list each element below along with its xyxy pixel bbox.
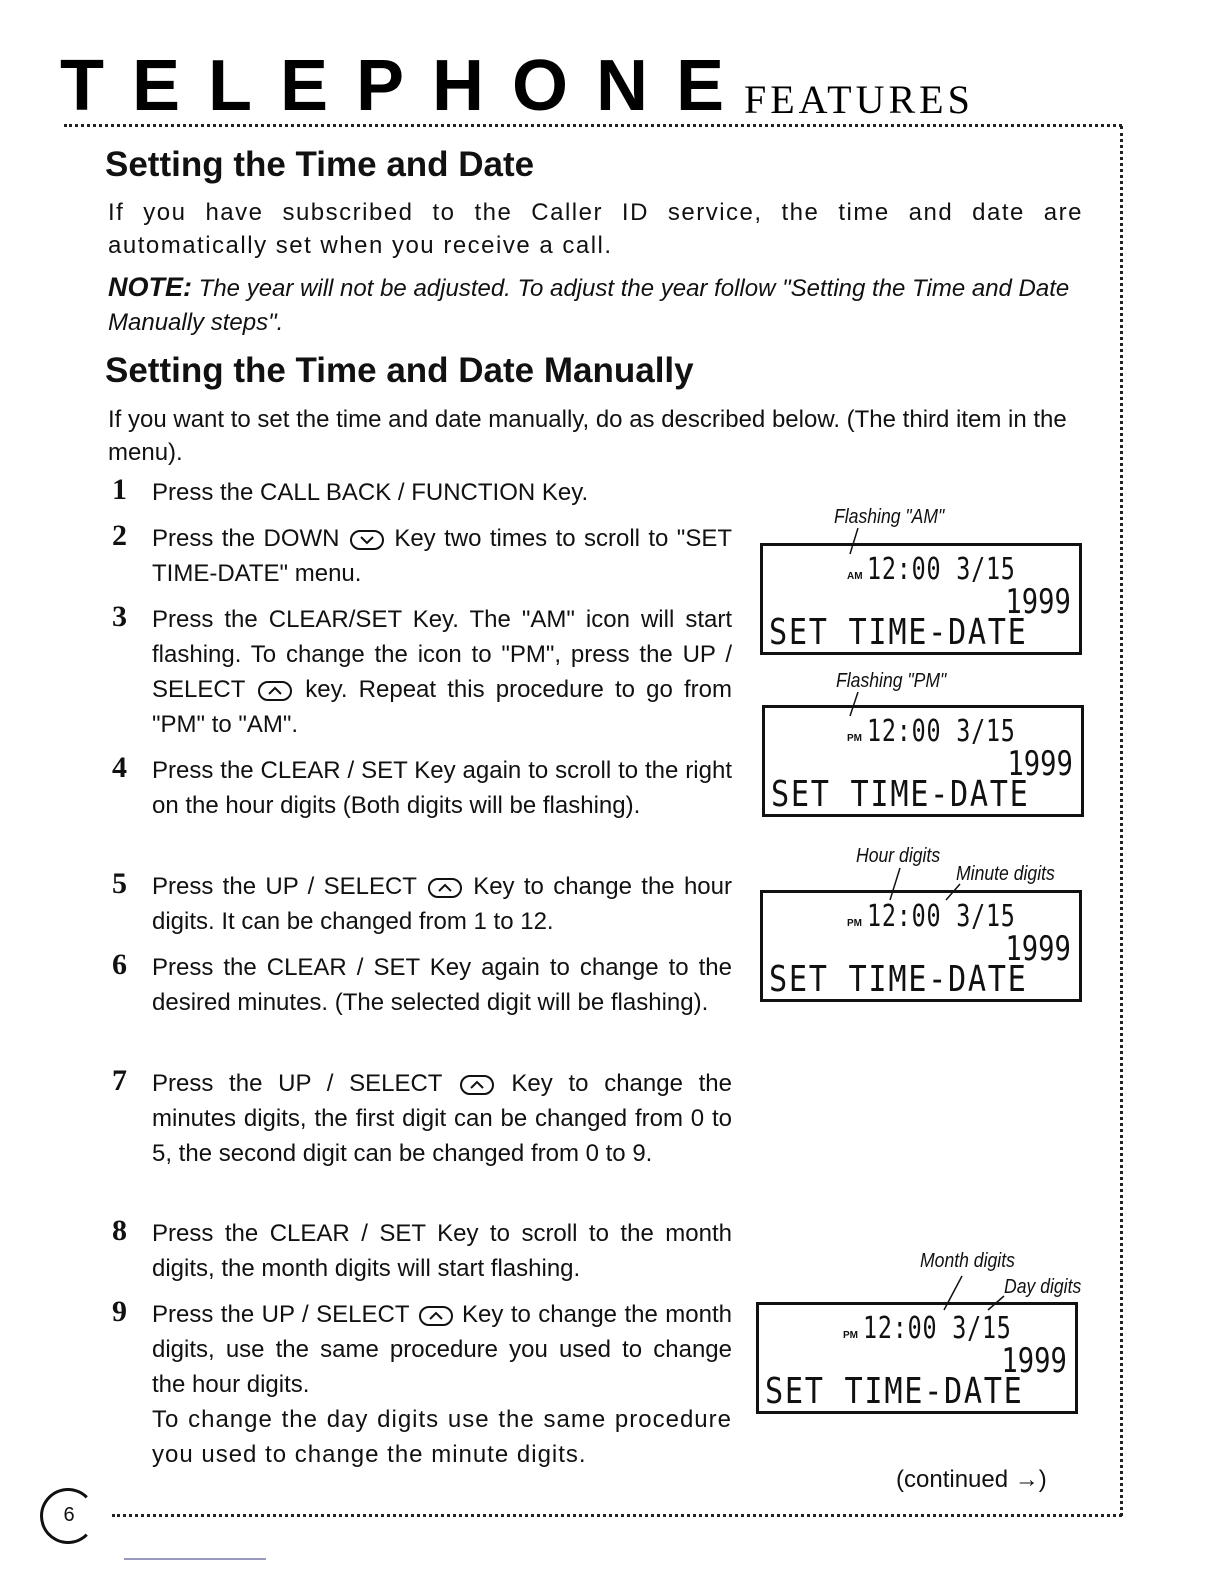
step-number: 4 (112, 751, 127, 784)
step-number: 9 (112, 1295, 127, 1328)
down-key-icon (350, 530, 384, 550)
lcd-message: SET TIME-DATE (769, 959, 1028, 1000)
section-heading-manual: Setting the Time and Date Manually (105, 351, 694, 390)
ampm-indicator: AM (847, 571, 863, 582)
lcd-year: 1999 (1001, 1341, 1067, 1381)
up-key-icon (258, 681, 292, 701)
right-divider (1120, 126, 1123, 1516)
display-caption-day: Day digits (1004, 1276, 1082, 1298)
step-text: Press the UP / SELECT (152, 1070, 443, 1097)
step-text-cont: Key two times to scroll to "SET TIME-DATE" menu. (152, 525, 732, 587)
step-number: 2 (112, 519, 127, 552)
lcd-display-pm (762, 705, 1084, 817)
lcd-display-hour-minute (760, 890, 1082, 1002)
ampm-indicator: PM (843, 1330, 858, 1341)
section-heading-time-date: Setting the Time and Date (105, 145, 535, 184)
step-number: 6 (112, 948, 127, 981)
lcd-year: 1999 (1005, 582, 1071, 622)
lcd-message: SET TIME-DATE (771, 774, 1030, 815)
lcd-time-date: 12:00 3/15 (867, 714, 1016, 749)
note-text: The year will not be adjusted. To adjust the year follow "Setting the Time and Date Manually steps". (108, 275, 1070, 336)
step-text: Press the CLEAR / SET Key again to scroll to the right on the hour digits (Both digits will be flashing). (152, 757, 732, 819)
top-divider (64, 124, 1122, 127)
step-text-cont: Key to change the minutes digits, the first digit can be changed from 0 to 5, the second digit can be changed from 0 to 9. (152, 1070, 732, 1167)
section-body-manual: If you want to set the time and date manually, do as described below. (The third item in the menu). (108, 406, 1067, 466)
note-label: NOTE: (108, 272, 192, 302)
lcd-time-date: 12:00 3/15 (867, 899, 1016, 934)
step-3 (112, 602, 732, 742)
step-text: Press the UP / SELECT (152, 1301, 410, 1328)
step-number: 8 (112, 1214, 127, 1247)
display-caption: Flashing "PM" (836, 670, 947, 692)
bottom-divider (112, 1514, 1122, 1517)
display-caption-month: Month digits (920, 1250, 1015, 1272)
step-9 (112, 1297, 732, 1472)
lcd-message: SET TIME-DATE (765, 1371, 1024, 1412)
step-text: Press the CALL BACK / FUNCTION Key. (152, 479, 589, 506)
step-text: Press the UP / SELECT (152, 873, 417, 900)
step-4 (112, 753, 732, 823)
step-text-cont: Key to change the hour digits. It can be changed from 1 to 12. (152, 873, 732, 935)
lcd-year: 1999 (1005, 929, 1071, 969)
page-number-badge (40, 1488, 96, 1544)
step-number: 5 (112, 867, 127, 900)
step-5 (112, 869, 732, 939)
step-text: Press the DOWN (152, 525, 340, 552)
step-text-cont: key. Repeat this procedure to go from "PM" to "AM". (152, 676, 733, 738)
scan-artifact-line (124, 1558, 266, 1560)
step-7 (112, 1066, 732, 1171)
step-8 (112, 1216, 732, 1286)
page-number: 6 (63, 1504, 75, 1526)
display-caption-minute: Minute digits (956, 863, 1055, 885)
step-text: Press the CLEAR / SET Key to scroll to the month digits, the month digits will start flashing. (152, 1220, 732, 1282)
step-2 (112, 521, 732, 591)
step-1 (112, 475, 732, 510)
lcd-time-date: 12:00 3/15 (867, 552, 1016, 587)
note (108, 270, 1083, 340)
ampm-indicator: PM (847, 918, 862, 929)
lcd-display-month-day (756, 1302, 1078, 1414)
continued-label: (continued →) (896, 1466, 1047, 1493)
header-title: TELEPHONE (60, 46, 753, 126)
lcd-year: 1999 (1007, 744, 1073, 784)
lcd-time-date: 12:00 3/15 (863, 1311, 1012, 1346)
up-key-icon (419, 1306, 453, 1326)
lcd-message: SET TIME-DATE (769, 612, 1028, 653)
step-text-extra: To change the day digits use the same procedure you used to change the minute digits. (152, 1406, 732, 1468)
step-text: Press the CLEAR / SET Key again to change to the desired minutes. (The selected digit will be flashing). (152, 954, 732, 1016)
step-text-cont: Key to change the month digits, use the same procedure you used to change the hour digits. (152, 1301, 733, 1398)
up-key-icon (428, 878, 462, 898)
header-subtitle: FEATURES (744, 77, 974, 122)
step-text: Press the CLEAR/SET Key. The "AM" icon will start flashing. To change the icon to "PM", press the UP / SELECT (152, 606, 732, 703)
section-body-caller-id: If you have subscribed to the Caller ID service, the time and date are automatically set when you receive a call. (108, 199, 1083, 259)
display-caption-hour: Hour digits (856, 845, 941, 867)
step-number: 3 (112, 600, 127, 633)
step-number: 1 (112, 473, 127, 506)
ampm-indicator: PM (847, 733, 862, 744)
up-key-icon (460, 1075, 494, 1095)
step-number: 7 (112, 1064, 127, 1097)
step-6 (112, 950, 732, 1020)
lcd-display-am (760, 543, 1082, 655)
display-caption: Flashing "AM" (834, 506, 945, 528)
